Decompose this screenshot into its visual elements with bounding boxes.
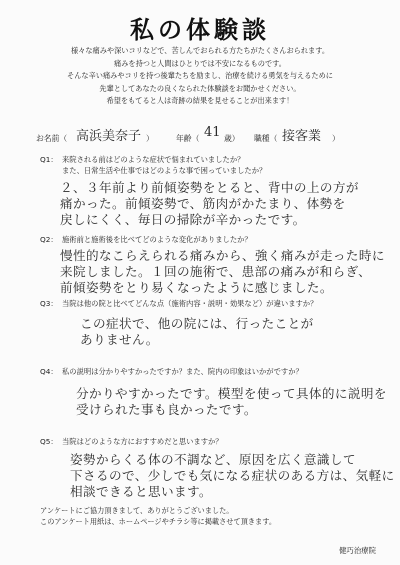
answer-line: ありません。 [80,332,159,347]
question-4 [40,366,380,377]
answer-line: 受けられた事も良かったです。 [76,402,257,417]
intro-line: 希望をもてると人は奇跡の結果を見せることが出来ます！ [106,96,294,106]
answer-line: 姿勢からくる体の不調など、原因を広く意識して [70,452,356,467]
intro-line: そんな辛い痛みやコリを持つ後輩たちを励まし、治療を続ける勇気を与えるために [67,71,333,81]
question-text: 私の説明は分かりやすかったですか？また、院内の印象はいかがですか？ [62,367,303,376]
answer-line: ２、３年前より前傾姿勢をとると、背中の上の方が [60,180,359,195]
answer-line: 来院しました。１回の施術で、患部の痛みが和らぎ、 [60,264,372,279]
name-label: お名前（ [36,134,68,143]
page-title: 私の体験談 [130,16,270,44]
answer-line: 戻しにくく、毎日の掃除が辛かったです。 [60,212,306,227]
intro-text [6,45,394,108]
job-value: 接客業 [282,129,322,144]
question-2 [40,234,380,245]
answer-2 [60,248,385,296]
footer-line: アンケートにご協力頂きまして、ありがとうございました。 [40,506,234,515]
answer-line: 分かりやすかったです。模型を使って具体的に説明を [76,386,387,401]
question-number: Q1： [40,155,58,164]
question-text: 当院は他の院と比べてどんな点（施術内容・説明・効果など）が違いますか？ [62,299,318,308]
question-number: Q3： [40,299,58,308]
question-3 [40,298,380,309]
age-unit: 歳） [224,134,240,143]
intro-line: 先輩としてあなたの良くなられた体験談をお聞かせください。 [99,83,301,93]
question-5 [40,436,380,447]
intro-line: 痛みを持つと人間はひとりでは不安になるものです。 [114,58,286,68]
job-close: ） [332,134,340,143]
question-text: また、日常生活や仕事ではどのような事で困っていましたか？ [62,166,267,175]
clinic-name: 健巧治療院 [339,546,376,555]
name-value: 高浜美奈子 [76,129,142,144]
age-label: 年齢（ [176,134,200,143]
question-number: Q5： [40,437,58,446]
question-number: Q4： [40,367,58,376]
answer-4 [76,386,396,418]
answer-line: 相談できると思います。 [70,484,212,499]
question-text: 来院される前はどのような症状で悩まれていましたか？ [62,155,245,164]
footer-line: このアンケート用紙は、ホームページやチラシ等に掲載させて頂きます。 [40,517,277,526]
answer-line: 前傾姿勢をとり易くなったように感じました。 [60,280,333,295]
name-close: ） [146,134,154,143]
thank-you-note [40,505,380,527]
answer-line: 慢性的なこらえられる痛みから、強く痛みが走った時に [60,248,385,263]
answer-1 [60,180,380,228]
age-value: 41 [204,125,221,140]
question-text: 当院はどのような方におすすめだと思いますか？ [62,437,223,446]
profile-row [36,125,376,145]
question-1 [40,154,380,176]
question-text: 施術前と施術後を比べてどのような変化がありましたか？ [62,235,252,244]
answer-5 [70,452,395,500]
intro-line: 様々な痛みや深いコリなどで、苦しんでおられる方たちがたくさんおられます。 [70,46,330,55]
job-label: 職種（ [254,134,278,143]
answer-3 [80,316,400,348]
answer-line: 痛かった。前傾姿勢で、筋肉がかたまり、体勢を [60,196,346,211]
answer-line: この症状で、他の院には、行ったことが [80,316,314,331]
answer-line: 下さるので、少しでも気になる症状のある方は、気軽に [70,468,395,483]
question-number: Q2： [40,235,58,244]
